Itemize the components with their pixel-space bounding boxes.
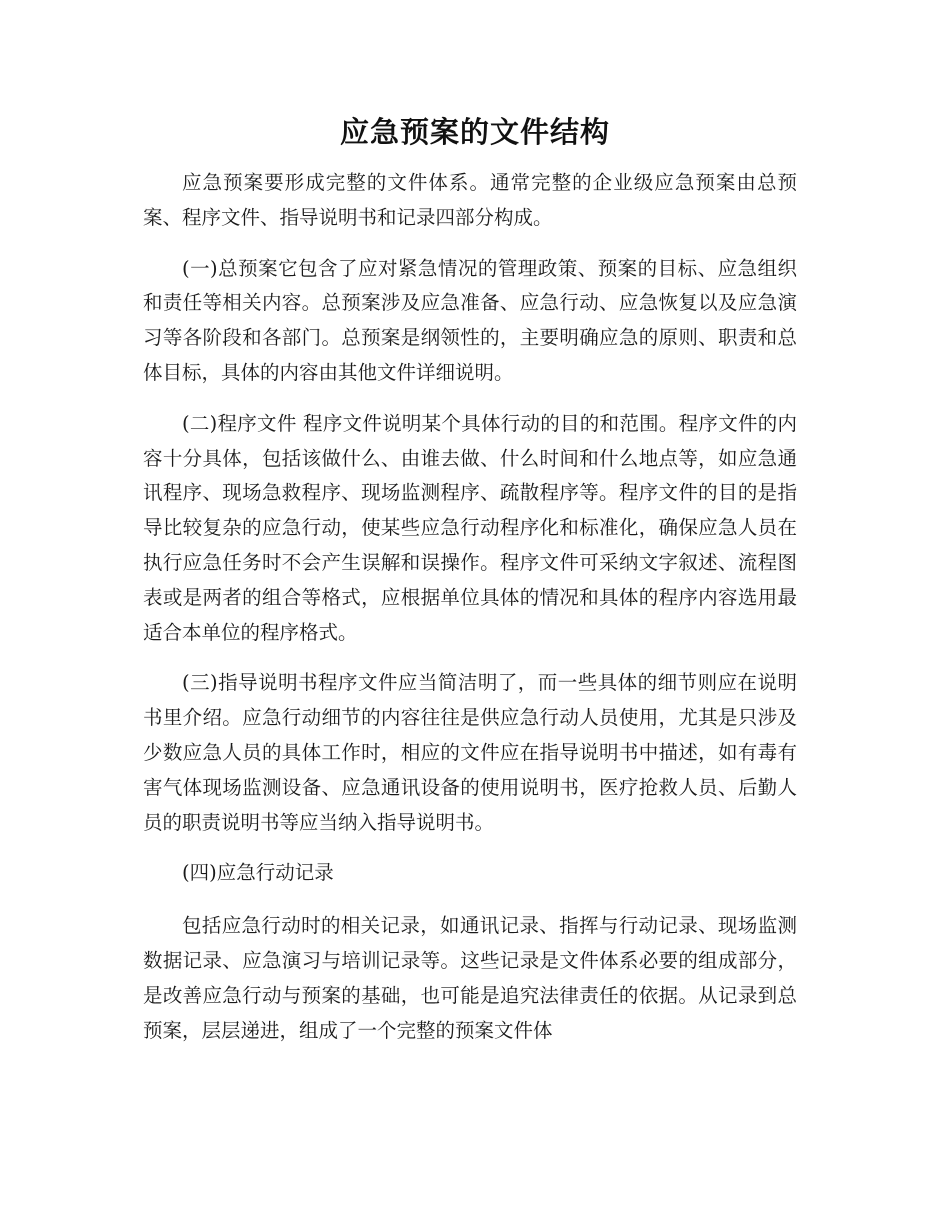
- paragraph-action-records-heading: (四)应急行动记录: [182, 861, 334, 885]
- paragraph-action-records: 包括应急行动时的相关记录，如通讯记录、指挥与行动记录、现场监测数据记录、应急演习与培训记录等。这些记录是文件体系必要的组成部分，是改善应急行动与预案的基础，也可能是追究法律责任的依据。从记录到总预案，层层递进，组成了一个完整的预案文件体: [143, 914, 797, 1042]
- paragraph-intro: 应急预案要形成完整的文件体系。通常完整的企业级应急预案由总预案、程序文件、指导说明书和记录四部分构成。: [143, 171, 797, 229]
- document-body: [143, 166, 797, 1064]
- paragraph-procedure-documents: (二)程序文件 程序文件说明某个具体行动的目的和范围。程序文件的内容十分具体，包括该做什么、由谁去做、什么时间和什么地点等，如应急通讯程序、现场急救程序、现场监测程序、疏散程序等。程序文件的目的是指导比较复杂的应急行动，使某些应急行动程序化和标准化，确保应急人员在执行应急任务时不会产生误解和误操作。程序文件可采纳文字叙述、流程图表或是两者的组合等格式，应根据单位具体的情况和具体的程序内容选用最适合本单位的程序格式。: [143, 411, 797, 644]
- document-title: 应急预案的文件结构: [339, 115, 610, 149]
- paragraph-general-plan: (一)总预案它包含了应对紧急情况的管理政策、预案的目标、应急组织和责任等相关内容。总预案涉及应急准备、应急行动、应急恢复以及应急演习等各阶段和各部门。总预案是纲领性的，主要明确应急的原则、职责和总体目标，具体的内容由其他文件详细说明。: [143, 256, 797, 384]
- paragraph-instruction-manual: (三)指导说明书程序文件应当简洁明了，而一些具体的细节则应在说明书里介绍。应急行动细节的内容往往是供应急行动人员使用，尤其是只涉及少数应急人员的具体工作时，相应的文件应在指导说明书中描述，如有毒有害气体现场监测设备、应急通讯设备的使用说明书，医疗抢救人员、后勤人员的职责说明书等应当纳入指导说明书。: [143, 671, 797, 834]
